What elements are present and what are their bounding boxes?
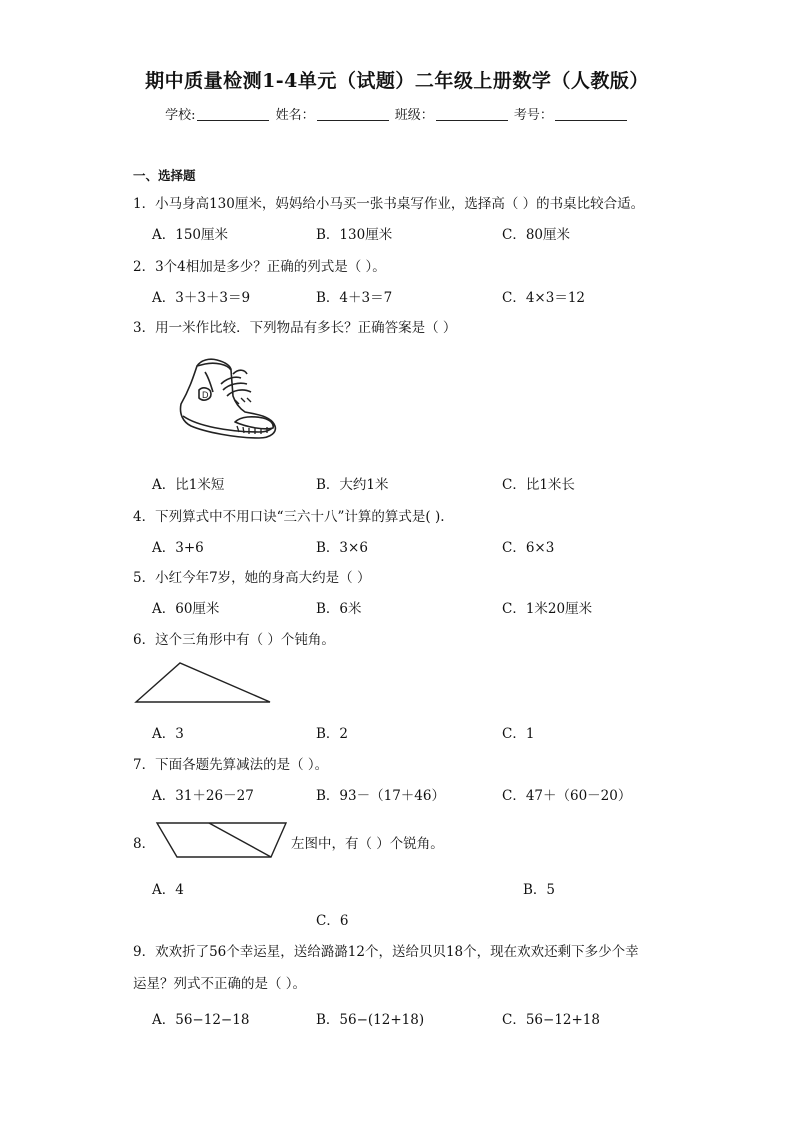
q6-option-b[interactable]: B．2 xyxy=(316,726,349,742)
q5-option-a[interactable]: A．60厘米 xyxy=(152,601,220,617)
obtuse-triangle-figure xyxy=(134,660,274,706)
number-blank[interactable] xyxy=(555,108,627,121)
name-blank[interactable] xyxy=(317,108,389,121)
q7-option-c[interactable]: C．47＋（60－20） xyxy=(502,788,632,804)
question-8-number: 8． xyxy=(133,836,156,852)
q3-option-c[interactable]: C．比1米长 xyxy=(502,477,575,493)
school-label: 学校: xyxy=(165,108,196,123)
question-1: 1．小马身高130厘米，妈妈给小马买一张书桌写作业，选择高（ ）的书桌比较合适。 xyxy=(133,196,645,212)
q5-option-b[interactable]: B．6米 xyxy=(316,601,362,617)
q8-option-c[interactable]: C．6 xyxy=(316,913,349,929)
q9-option-c[interactable]: C．56−12+18 xyxy=(502,1012,600,1028)
q7-option-a[interactable]: A．31＋26－27 xyxy=(152,788,254,804)
student-info-line xyxy=(0,104,794,123)
svg-text:D: D xyxy=(202,390,209,400)
trapezoid-figure xyxy=(155,820,289,860)
question-2: 2．3个4相加是多少？正确的列式是（ ）。 xyxy=(133,259,386,275)
q9-option-a[interactable]: A．56−12−18 xyxy=(152,1012,250,1028)
q8-option-b[interactable]: B．5 xyxy=(523,882,556,898)
question-9-line-2: 运星？列式不正确的是（ ）。 xyxy=(133,976,307,992)
section-heading: 一、选择题 xyxy=(133,168,196,183)
q9-option-b[interactable]: B．56−(12+18) xyxy=(316,1012,425,1028)
question-6: 6．这个三角形中有（ ）个钝角。 xyxy=(133,632,335,648)
number-label: 考号： xyxy=(513,108,553,123)
q6-option-a[interactable]: A．3 xyxy=(152,726,184,742)
q4-option-c[interactable]: C．6×3 xyxy=(502,540,555,556)
question-4: 4．下列算式中不用口诀“三六十八”计算的算式是( ). xyxy=(133,509,445,525)
q8-option-a[interactable]: A．4 xyxy=(152,882,184,898)
q5-option-c[interactable]: C．1米20厘米 xyxy=(502,601,593,617)
q7-option-b[interactable]: B．93－（17＋46） xyxy=(316,788,445,804)
school-blank[interactable] xyxy=(197,108,269,121)
q4-option-a[interactable]: A．3+6 xyxy=(152,540,204,556)
q6-option-c[interactable]: C．1 xyxy=(502,726,535,742)
shoe-image xyxy=(175,356,280,442)
name-label: 姓名： xyxy=(275,108,315,123)
class-blank[interactable] xyxy=(436,108,508,121)
q3-option-b[interactable]: B．大约1米 xyxy=(316,477,389,493)
question-7: 7．下面各题先算减法的是（ ）。 xyxy=(133,757,329,773)
question-9-line-1: 9．欢欢折了56个幸运星，送给潞潞12个，送给贝贝18个，现在欢欢还剩下多少个幸 xyxy=(133,944,639,960)
q4-option-b[interactable]: B．3×6 xyxy=(316,540,368,556)
q1-option-c[interactable]: C．80厘米 xyxy=(502,227,571,243)
q2-option-a[interactable]: A．3＋3＋3＝9 xyxy=(152,290,251,306)
q2-option-c[interactable]: C．4×3＝12 xyxy=(502,290,585,306)
question-5: 5．小红今年7岁，她的身高大约是（ ） xyxy=(133,570,371,586)
q3-option-a[interactable]: A．比1米短 xyxy=(152,477,225,493)
page-title: 期中质量检测1-4单元（试题）二年级上册数学（人教版） xyxy=(145,70,649,92)
question-8: 左图中，有（ ）个锐角。 xyxy=(291,836,444,852)
q1-option-b[interactable]: B．130厘米 xyxy=(316,227,393,243)
question-3: 3．用一米作比较．下列物品有多长？正确答案是（ ） xyxy=(133,320,457,336)
q1-option-a[interactable]: A．150厘米 xyxy=(152,227,229,243)
q2-option-b[interactable]: B．4＋3＝7 xyxy=(316,290,393,306)
class-label: 班级： xyxy=(394,108,434,123)
